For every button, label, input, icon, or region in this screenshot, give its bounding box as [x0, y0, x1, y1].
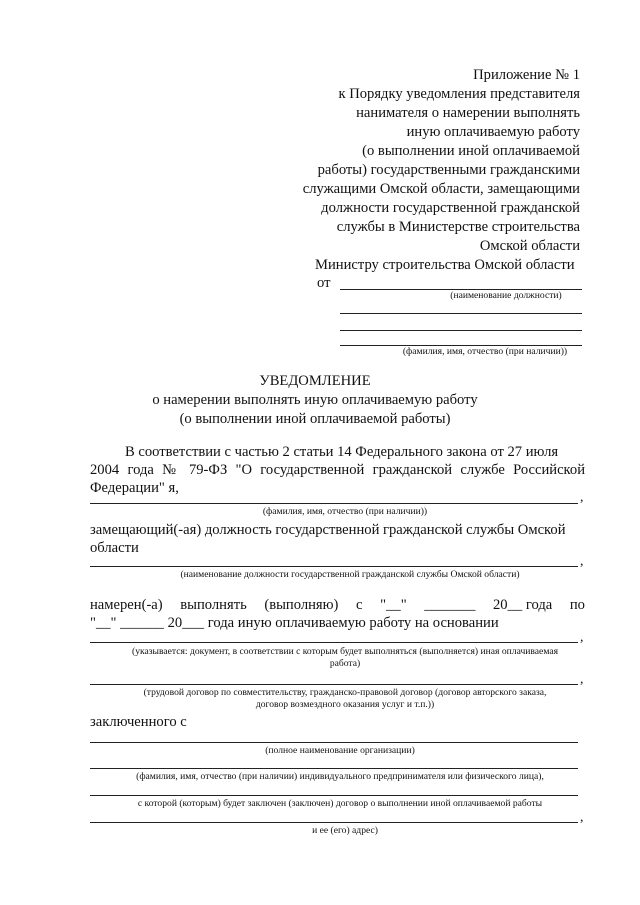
- document-title: УВЕДОМЛЕНИЕ: [259, 373, 371, 389]
- end-date-line: [90, 614, 499, 633]
- address-hint: и ее (его) адрес): [312, 825, 378, 836]
- position-text-2: области: [90, 540, 139, 556]
- comma: ,: [580, 489, 584, 504]
- address-field-line[interactable]: [90, 822, 578, 823]
- contract-field-line[interactable]: [90, 684, 578, 685]
- position-hint-2: (наименование должности государственной гражданской службы Омской области): [180, 569, 520, 580]
- name-hint: (фамилия, имя, отчество (при наличии)): [402, 346, 568, 357]
- appendix-line: Омской области: [479, 238, 580, 254]
- appendix-line: нанимателя о намерении выполнять: [356, 105, 580, 121]
- appendix-line: службы в Министерстве строительства: [336, 219, 580, 235]
- contract-hint-2: договор возмездного оказания услуг и т.п.)): [255, 699, 435, 710]
- document-subtitle: о намерении выполнять иную оплачиваемую работу: [152, 392, 478, 408]
- appendix-line: служащими Омской области, замещающими: [302, 181, 580, 197]
- intend-word: с: [356, 597, 363, 613]
- appendix-line: к Порядку уведомления представителя: [338, 86, 580, 102]
- organization-hint: (полное наименование организации): [265, 745, 415, 756]
- appendix-line: Приложение № 1: [473, 67, 580, 83]
- appendix-line: работы) государственными гражданскими: [317, 162, 580, 178]
- comma: ,: [580, 809, 584, 824]
- intend-word: (выполняю): [264, 597, 339, 613]
- day-start-field[interactable]: "__": [380, 597, 407, 613]
- document-hint-2: работа): [329, 658, 361, 669]
- name-field-line[interactable]: [340, 330, 582, 331]
- position-field-line-3[interactable]: [90, 566, 578, 567]
- fio-hint: (фамилия, имя, отчество (при наличии)): [262, 506, 428, 517]
- appendix-line: иную оплачиваемую работу: [406, 124, 580, 140]
- paragraph-line: Федерации" я,: [90, 480, 179, 496]
- intend-word: по: [569, 597, 585, 613]
- comma: ,: [580, 629, 584, 644]
- appendix-block: [260, 66, 580, 256]
- intend-word: намерен(-а): [90, 597, 163, 613]
- position-field-line-2[interactable]: [340, 313, 582, 314]
- entrepreneur-field-line[interactable]: [90, 768, 578, 769]
- appendix-line: должности государственной гражданской: [321, 200, 580, 216]
- month-start-field[interactable]: _______: [424, 597, 476, 613]
- intend-line: [90, 596, 585, 615]
- comma: ,: [580, 671, 584, 686]
- position-text: замещающий(-ая) должность государственной гражданской службы Омской: [90, 522, 566, 538]
- comma: ,: [580, 553, 584, 568]
- document-field-line[interactable]: [90, 642, 578, 643]
- intend-word: выполнять: [180, 597, 247, 613]
- contract-with-hint: с которой (которым) будет заключен (заключен) договор о выполнении иной оплачиваемой работы: [137, 798, 543, 809]
- addressee-to: Министру строительства Омской области: [315, 257, 575, 273]
- document-subtitle-2: (о выполнении иной оплачиваемой работы): [179, 411, 451, 427]
- paragraph-line: В соответствии с частью 2 статьи 14 Федерального закона от 27 июля: [125, 444, 559, 460]
- position-hint: (наименование должности): [450, 290, 562, 301]
- concluded-label: заключенного с: [90, 714, 187, 730]
- appendix-line: (о выполнении иной оплачиваемой: [362, 143, 580, 159]
- organization-field-line[interactable]: [90, 742, 578, 743]
- fio-field-line[interactable]: [90, 503, 578, 504]
- year-start-field[interactable]: 20__ года: [492, 597, 553, 613]
- contract-hint: (трудовой договор по совместительству, гражданско-правовой договор (договор авторского заказа,: [143, 687, 547, 698]
- addressee-from: от: [317, 275, 331, 291]
- day-end-field[interactable]: "__": [90, 615, 117, 631]
- contract-with-field-line[interactable]: [90, 795, 578, 796]
- paragraph-line: 2004 года № 79-ФЗ "О государственной гражданской службе Российской: [90, 462, 585, 478]
- month-end-field[interactable]: ______: [120, 615, 164, 631]
- entrepreneur-hint: (фамилия, имя, отчество (при наличии) индивидуального предпринимателя или физического лица),: [136, 771, 544, 782]
- end-date-text: 20___ года иную оплачиваемую работу на основании: [167, 615, 499, 631]
- document-hint: (указывается: документ, в соответствии с которым будет выполняться (выполняется) иная оплачиваемая: [132, 646, 558, 657]
